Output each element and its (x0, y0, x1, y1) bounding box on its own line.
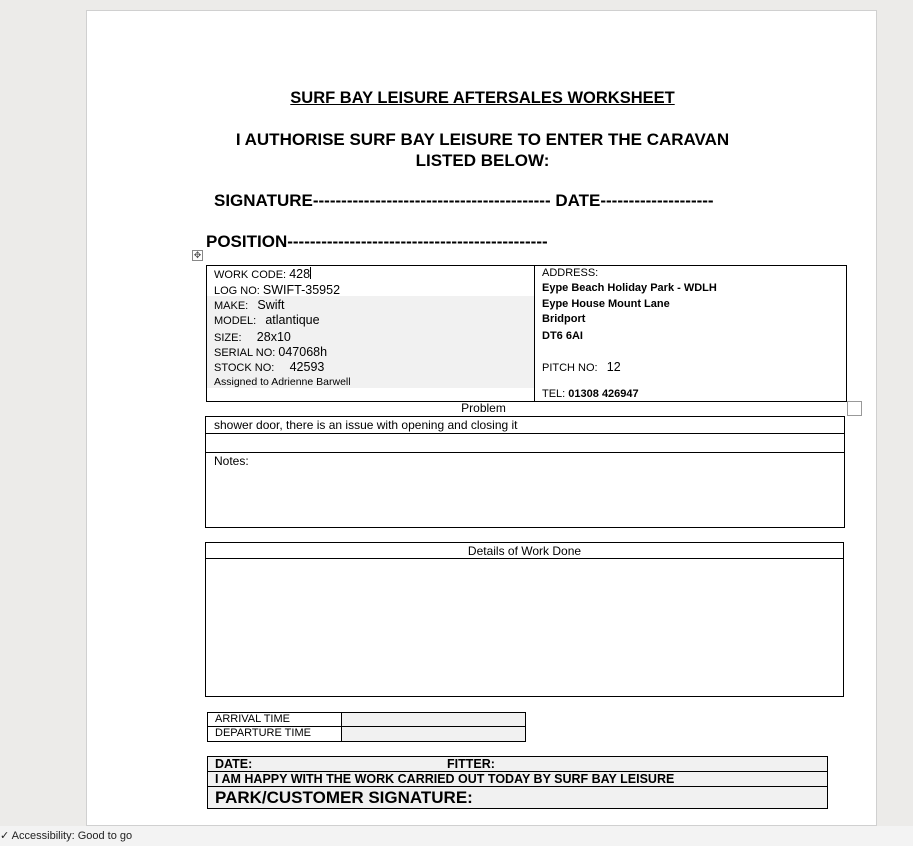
work-done-label: Details of Work Done (467, 544, 582, 558)
authorise-statement (87, 129, 877, 171)
log-no-value[interactable]: SWIFT-35952 (262, 283, 341, 297)
work-code-value[interactable]: 428 (289, 267, 311, 281)
table-move-handle-icon[interactable]: ✥ (193, 250, 202, 260)
log-no-row: LOG NO: SWIFT-35952 (214, 283, 341, 297)
signoff-table (207, 756, 828, 809)
stock-row: STOCK NO: 42593 (214, 360, 325, 374)
pitch-value[interactable]: 12 (606, 360, 621, 374)
make-value[interactable]: Swift (257, 298, 285, 312)
status-bar (0, 826, 913, 846)
model-value[interactable]: atlantique (265, 313, 320, 327)
serial-row: SERIAL NO: 047068h (214, 345, 328, 359)
serial-value[interactable]: 047068h (278, 345, 328, 359)
time-values-shading[interactable] (342, 713, 525, 741)
make-row: MAKE: Swift (214, 298, 285, 312)
document-page (86, 10, 877, 826)
problem-text[interactable]: shower door, there is an issue with opening and closing it (214, 418, 518, 432)
work-code-row: WORK CODE: 428 (214, 267, 311, 281)
pitch-row: PITCH NO: 12 (542, 360, 621, 374)
address-line-2: Eype House Mount Lane (542, 298, 670, 310)
signature-date-line: SIGNATURE------------------------------------------ DATE-------------------- (214, 191, 714, 210)
departure-time-label: DEPARTURE TIME (215, 727, 311, 739)
table-end-checkbox[interactable] (847, 401, 862, 416)
notes-label: Notes: (214, 454, 249, 468)
tel-row: TEL: 01308 426947 (542, 388, 639, 400)
problem-table (205, 416, 845, 528)
stock-value[interactable]: 42593 (289, 360, 325, 374)
customer-signature-label: PARK/CUSTOMER SIGNATURE: (215, 788, 473, 807)
model-row: MODEL: atlantique (214, 313, 320, 327)
worksheet-title: SURF BAY LEISURE AFTERSALES WORKSHEET (290, 89, 675, 107)
accessibility-status[interactable]: Accessibility: Good to go (11, 830, 133, 842)
assigned-to: Assigned to Adrienne Barwell (214, 376, 351, 388)
text-cursor (310, 267, 311, 279)
happy-statement: I AM HAPPY WITH THE WORK CARRIED OUT TODAY BY SURF BAY LEISURE (215, 772, 675, 786)
tel-value[interactable]: 01308 426947 (568, 388, 639, 400)
fitter-label: FITTER: (447, 757, 495, 771)
address-line-3: Bridport (542, 313, 586, 325)
arrival-time-label: ARRIVAL TIME (215, 713, 290, 725)
time-table (207, 712, 526, 742)
problem-label: Problem (461, 401, 506, 415)
size-value[interactable]: 28x10 (256, 330, 291, 344)
work-done-table (205, 542, 844, 697)
size-row: SIZE: 28x10 (214, 330, 291, 344)
address-line-1: Eype Beach Holiday Park - WDLH (542, 282, 717, 294)
authorise-line-1: I AUTHORISE SURF BAY LEISURE TO ENTER THE CARAVAN (235, 130, 730, 149)
authorise-line-2: LISTED BELOW: (415, 151, 550, 170)
date-label: DATE: (215, 757, 253, 771)
accessibility-icon[interactable]: ✓ (0, 830, 10, 842)
position-line: POSITION---------------------------------------------- (206, 232, 548, 251)
vehicle-info-table (206, 265, 847, 402)
address-label: ADDRESS: (542, 267, 599, 279)
address-line-4: DT6 6AI (542, 330, 583, 342)
